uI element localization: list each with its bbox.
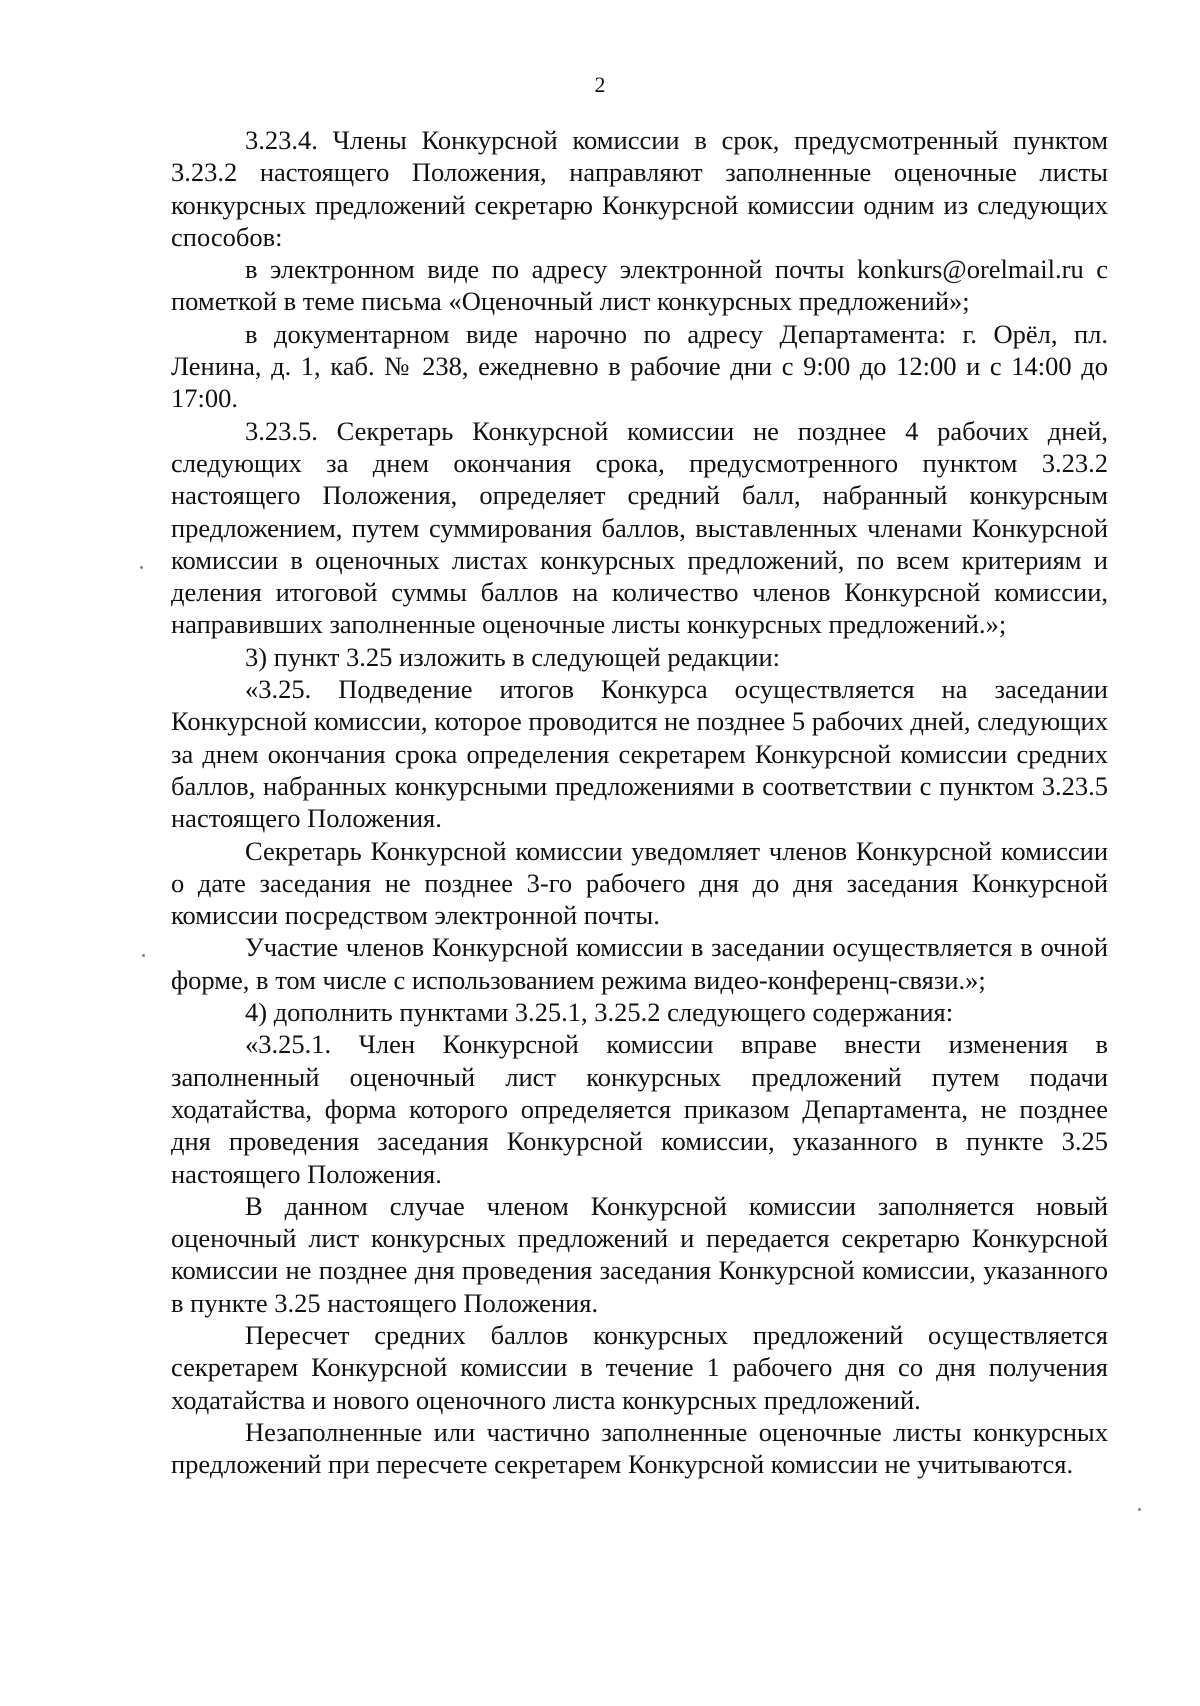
paragraph-3-25: «3.25. Подведение итогов Конкурса осуществляется на заседании Конкурсной комиссии, которое проводится не позднее 5 рабочих дней, следующих за днем окончания срока определения секретарем Конкурсной комиссии средних баллов, набранных конкурсными предложениями в соответствии с пунктом 3.23.5 настоящего Положения. [171, 674, 1108, 834]
paragraph-participation: Участие членов Конкурсной комиссии в заседании осуществляется в очной форме, в том числе с использованием режима видео-конференц-связи.»; [171, 932, 1108, 995]
paragraph-item-4: 4) дополнить пунктами 3.25.1, 3.25.2 следующего содержания: [245, 997, 954, 1028]
paragraph-secretary-notice: Секретарь Конкурсной комиссии уведомляет членов Конкурсной комиссии о дате заседания не позднее 3-го рабочего дня до дня заседания Конкурсной комиссии посредством электронной почты. [171, 835, 1108, 931]
paragraph-recalculation: Пересчет средних баллов конкурсных предложений осуществляется секретарем Конкурсной комиссии в течение 1 рабочего дня со дня получения ходатайства и нового оценочного листа конкурсных предложений. [171, 1319, 1108, 1415]
paragraph-item-3: 3) пункт 3.25 изложить в следующей редакции: [245, 641, 781, 672]
document-body [171, 124, 1108, 1480]
paragraph-3-25-1: «3.25.1. Член Конкурсной комиссии вправе внести изменения в заполненный оценочный лист конкурсных предложений путем подачи ходатайства, форма которого определяется приказом Департамента, не позднее дня проведения заседания Конкурсной комиссии, указанного в пункте 3.25 настоящего Положения. [171, 1029, 1108, 1189]
paragraph-email-method: в электронном виде по адресу электронной почты konkurs@orelmail.ru с пометкой в теме письма «Оценочный лист конкурсных предложений»; [171, 254, 1108, 317]
scan-speck [1138, 1508, 1141, 1511]
scan-speck [142, 954, 145, 957]
paragraph-unfilled-sheets: Незаполненные или частично заполненные оценочные листы конкурсных предложений при пересчете секретарем Конкурсной комиссии не учитываются. [171, 1416, 1108, 1480]
paragraph-paper-method: в документарном виде нарочно по адресу Департамента: г. Орёл, пл. Ленина, д. 1, каб. № 238, ежедневно в рабочие дни с 9:00 до 12:00 и с 14:00 до 17:00. [171, 318, 1108, 414]
paragraph-3-23-4: 3.23.4. Члены Конкурсной комиссии в срок, предусмотренный пунктом 3.23.2 настоящего Положения, направляют заполненные оценочные листы конкурсных предложений секретарю Конкурсной комиссии одним из следующих способов: [171, 125, 1108, 252]
scan-speck [140, 566, 143, 569]
paragraph-new-sheet: В данном случае членом Конкурсной комиссии заполняется новый оценочный лист конкурсных предложений и передается секретарю Конкурсной комиссии не позднее дня проведения заседания Конкурсной комиссии, указанного в пункте 3.25 настоящего Положения. [171, 1190, 1108, 1318]
page-number: 2 [594, 72, 606, 97]
paragraph-3-23-5: 3.23.5. Секретарь Конкурсной комиссии не позднее 4 рабочих дней, следующих за днем окончания срока, предусмотренного пунктом 3.23.2 настоящего Положения, определяет средний балл, набранный конкурсным предложением, путем суммирования баллов, выставленных членами Конкурсной комиссии в оценочных листах конкурсных предложений, по всем критериям и деления итоговой суммы баллов на количество членов Конкурсной комиссии, направивших заполненные оценочные листы конкурсных предложений.»; [171, 415, 1108, 640]
